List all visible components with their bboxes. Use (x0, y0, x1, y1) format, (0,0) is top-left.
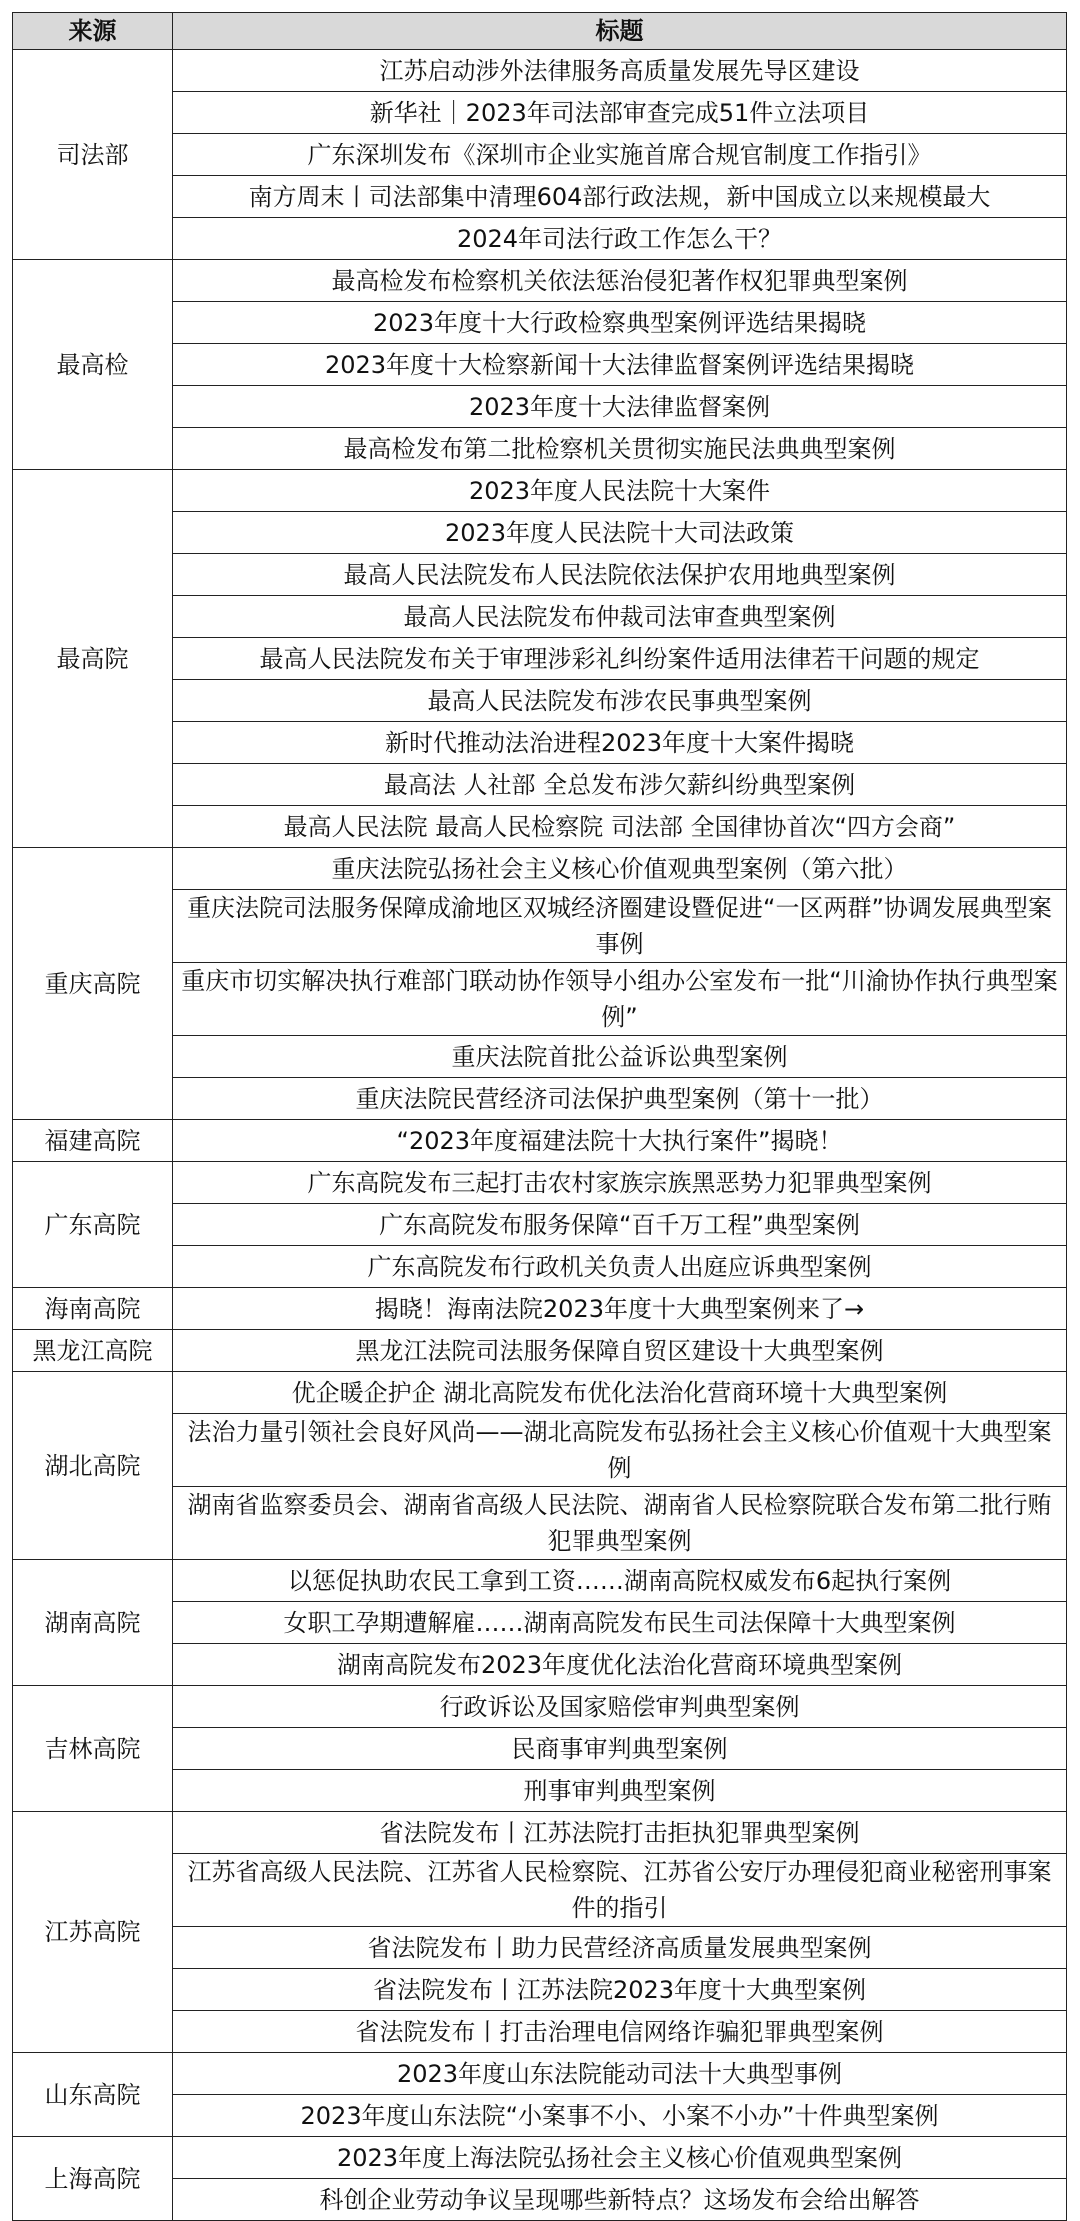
table-row (13, 848, 1067, 890)
table-body (13, 50, 1067, 2221)
source-cell: 最高院 (13, 470, 173, 848)
title-cell: 重庆市切实解决执行难部门联动协作领导小组办公室发布一批“川渝协作执行典型案例” (173, 963, 1067, 1036)
source-cell: 吉林高院 (13, 1686, 173, 1812)
source-cell: 重庆高院 (13, 848, 173, 1120)
title-cell: 2023年度人民法院十大案件 (173, 470, 1067, 512)
table-row (13, 2137, 1067, 2179)
source-cell: 广东高院 (13, 1162, 173, 1288)
title-cell: 2023年度十大检察新闻十大法律监督案例评选结果揭晓 (173, 344, 1067, 386)
title-cell: 江苏启动涉外法律服务高质量发展先导区建设 (173, 50, 1067, 92)
title-cell: 揭晓！海南法院2023年度十大典型案例来了→ (173, 1288, 1067, 1330)
header-title: 标题 (173, 13, 1067, 50)
title-cell: 以惩促执助农民工拿到工资……湖南高院权威发布6起执行案例 (173, 1560, 1067, 1602)
table-row (13, 1288, 1067, 1330)
title-cell: 省法院发布丨助力民营经济高质量发展典型案例 (173, 1927, 1067, 1969)
table-row (13, 1812, 1067, 1854)
title-cell: 最高法 人社部 全总发布涉欠薪纠纷典型案例 (173, 764, 1067, 806)
source-cell: 湖南高院 (13, 1560, 173, 1686)
title-cell: 2023年度人民法院十大司法政策 (173, 512, 1067, 554)
title-cell: 重庆法院司法服务保障成渝地区双城经济圈建设暨促进“一区两群”协调发展典型案事例 (173, 890, 1067, 963)
source-cell: 山东高院 (13, 2053, 173, 2137)
title-cell: 最高检发布第二批检察机关贯彻实施民法典典型案例 (173, 428, 1067, 470)
source-cell: 最高检 (13, 260, 173, 470)
title-cell: 民商事审判典型案例 (173, 1728, 1067, 1770)
title-cell: 新华社｜2023年司法部审查完成51件立法项目 (173, 92, 1067, 134)
source-cell: 上海高院 (13, 2137, 173, 2221)
title-cell: 2023年度山东法院能动司法十大典型事例 (173, 2053, 1067, 2095)
title-cell: 新时代推动法治进程2023年度十大案件揭晓 (173, 722, 1067, 764)
table-row (13, 1372, 1067, 1414)
title-cell: 法治力量引领社会良好风尚——湖北高院发布弘扬社会主义核心价值观十大典型案例 (173, 1414, 1067, 1487)
title-cell: 最高检发布检察机关依法惩治侵犯著作权犯罪典型案例 (173, 260, 1067, 302)
table-row (13, 2053, 1067, 2095)
title-cell: 省法院发布丨江苏法院打击拒执犯罪典型案例 (173, 1812, 1067, 1854)
table-row (13, 1162, 1067, 1204)
title-cell: “2023年度福建法院十大执行案件”揭晓！ (173, 1120, 1067, 1162)
table-row (13, 1686, 1067, 1728)
title-cell: 最高人民法院发布涉农民事典型案例 (173, 680, 1067, 722)
header-source: 来源 (13, 13, 173, 50)
table-row (13, 1560, 1067, 1602)
table-row (13, 260, 1067, 302)
title-cell: 女职工孕期遭解雇……湖南高院发布民生司法保障十大典型案例 (173, 1602, 1067, 1644)
table-row (13, 50, 1067, 92)
title-cell: 南方周末丨司法部集中清理604部行政法规，新中国成立以来规模最大 (173, 176, 1067, 218)
title-cell: 省法院发布丨江苏法院2023年度十大典型案例 (173, 1969, 1067, 2011)
source-cell: 湖北高院 (13, 1372, 173, 1560)
title-cell: 广东高院发布三起打击农村家族宗族黑恶势力犯罪典型案例 (173, 1162, 1067, 1204)
title-cell: 2023年度十大法律监督案例 (173, 386, 1067, 428)
title-cell: 湖南省监察委员会、湖南省高级人民法院、湖南省人民检察院联合发布第二批行贿犯罪典型案例 (173, 1487, 1067, 1560)
header-row (13, 13, 1067, 50)
table-row (13, 1330, 1067, 1372)
title-cell: 重庆法院首批公益诉讼典型案例 (173, 1036, 1067, 1078)
title-cell: 广东深圳发布《深圳市企业实施首席合规官制度工作指引》 (173, 134, 1067, 176)
title-cell: 最高人民法院发布关于审理涉彩礼纠纷案件适用法律若干问题的规定 (173, 638, 1067, 680)
source-cell: 海南高院 (13, 1288, 173, 1330)
source-cell: 福建高院 (13, 1120, 173, 1162)
title-cell: 刑事审判典型案例 (173, 1770, 1067, 1812)
table-row (13, 470, 1067, 512)
title-cell: 2023年度山东法院“小案事不小、小案不小办”十件典型案例 (173, 2095, 1067, 2137)
title-cell: 最高人民法院发布仲裁司法审查典型案例 (173, 596, 1067, 638)
title-cell: 科创企业劳动争议呈现哪些新特点？这场发布会给出解答 (173, 2179, 1067, 2221)
title-cell: 黑龙江法院司法服务保障自贸区建设十大典型案例 (173, 1330, 1067, 1372)
source-cell: 司法部 (13, 50, 173, 260)
title-cell: 行政诉讼及国家赔偿审判典型案例 (173, 1686, 1067, 1728)
source-cell: 黑龙江高院 (13, 1330, 173, 1372)
title-cell: 最高人民法院发布人民法院依法保护农用地典型案例 (173, 554, 1067, 596)
title-cell: 优企暖企护企 湖北高院发布优化法治化营商环境十大典型案例 (173, 1372, 1067, 1414)
news-table (12, 12, 1067, 2221)
table-row (13, 1120, 1067, 1162)
title-cell: 重庆法院弘扬社会主义核心价值观典型案例（第六批） (173, 848, 1067, 890)
title-cell: 湖南高院发布2023年度优化法治化营商环境典型案例 (173, 1644, 1067, 1686)
title-cell: 2023年度上海法院弘扬社会主义核心价值观典型案例 (173, 2137, 1067, 2179)
title-cell: 最高人民法院 最高人民检察院 司法部 全国律协首次“四方会商” (173, 806, 1067, 848)
title-cell: 2024年司法行政工作怎么干？ (173, 218, 1067, 260)
title-cell: 广东高院发布服务保障“百千万工程”典型案例 (173, 1204, 1067, 1246)
title-cell: 重庆法院民营经济司法保护典型案例（第十一批） (173, 1078, 1067, 1120)
title-cell: 省法院发布丨打击治理电信网络诈骗犯罪典型案例 (173, 2011, 1067, 2053)
title-cell: 江苏省高级人民法院、江苏省人民检察院、江苏省公安厅办理侵犯商业秘密刑事案件的指引 (173, 1854, 1067, 1927)
title-cell: 广东高院发布行政机关负责人出庭应诉典型案例 (173, 1246, 1067, 1288)
title-cell: 2023年度十大行政检察典型案例评选结果揭晓 (173, 302, 1067, 344)
source-cell: 江苏高院 (13, 1812, 173, 2053)
document-page (12, 12, 1066, 2221)
